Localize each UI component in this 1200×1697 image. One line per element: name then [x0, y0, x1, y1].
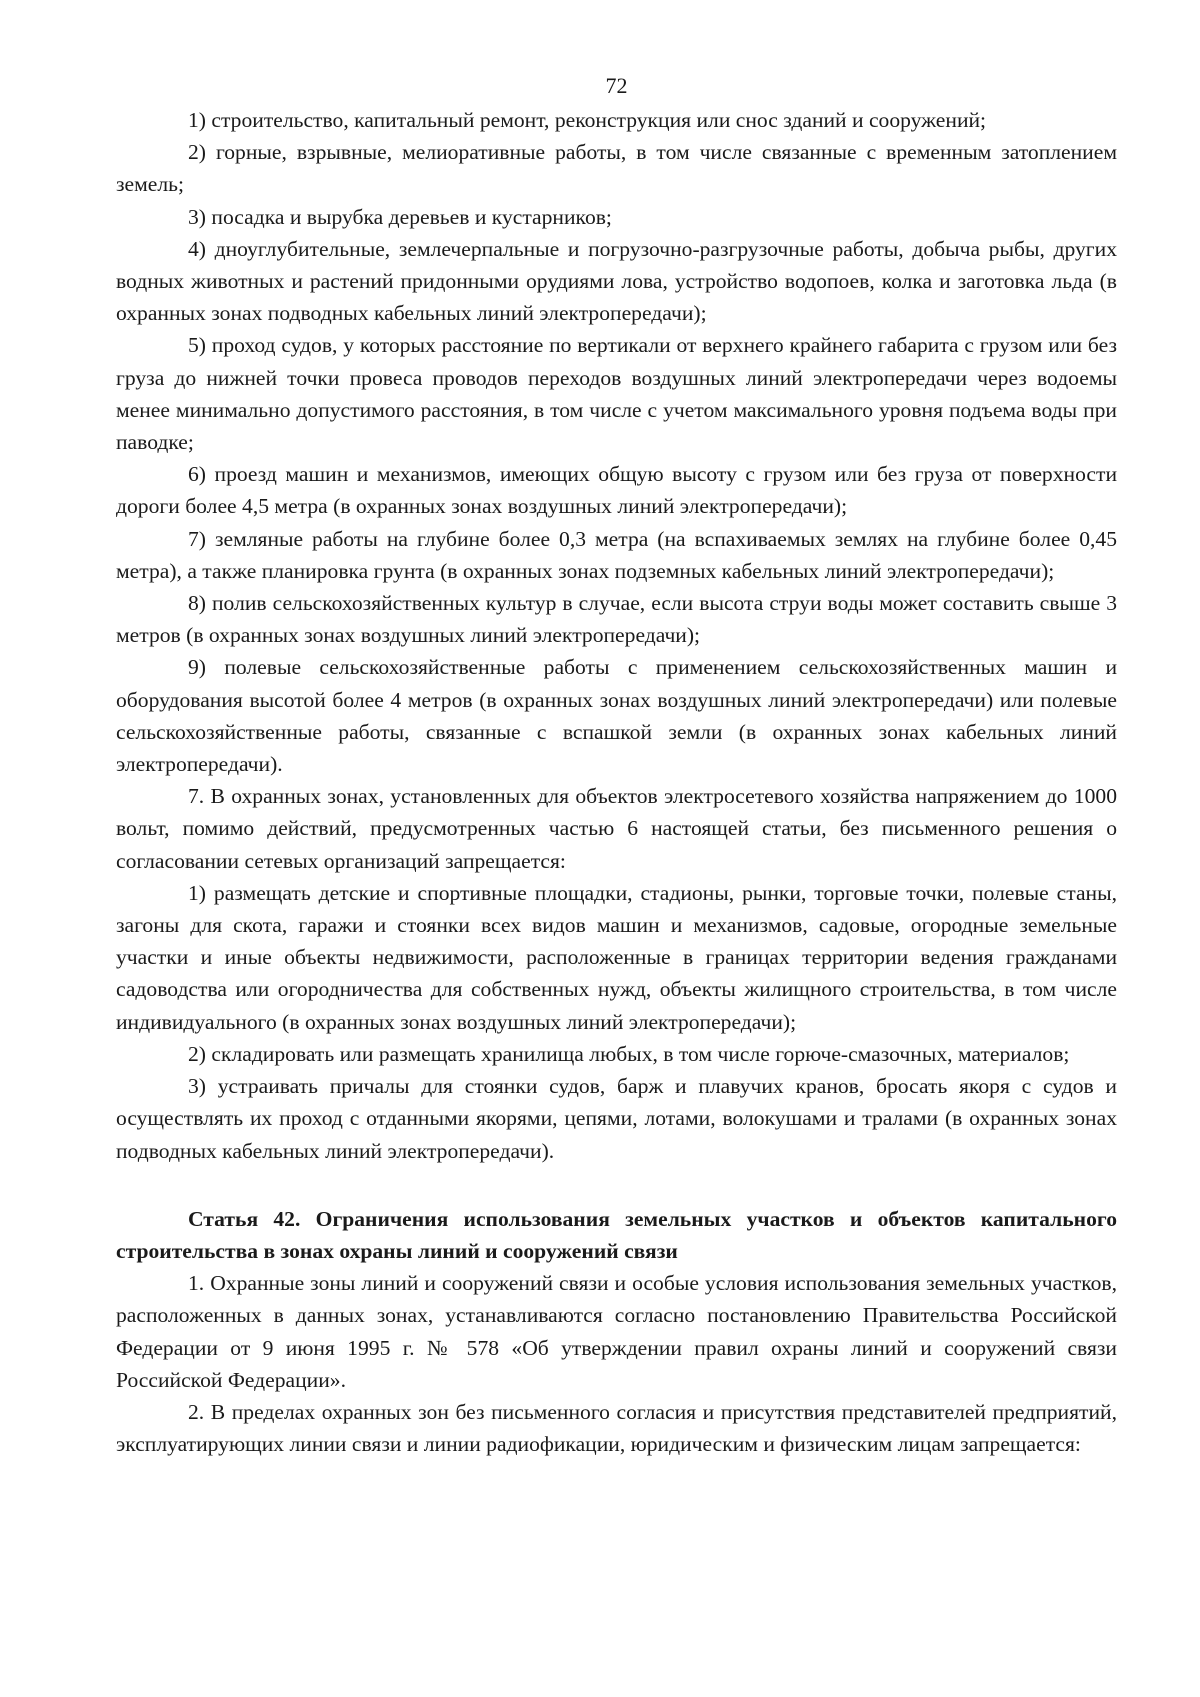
- paragraph-item-7: 7) земляные работы на глубине более 0,3 метра (на вспахиваемых землях на глубине более 0,45 метра), а также планировка грунта (в охранных зонах подземных кабельных линий электропередачи);: [116, 526, 1117, 583]
- paragraph-item-6: 6) проезд машин и механизмов, имеющих общую высоту с грузом или без груза от поверхности дороги более 4,5 метра (в охранных зонах воздушных линий электропередачи);: [116, 462, 1117, 519]
- paragraph-part7-item-3: 3) устраивать причалы для стоянки судов, барж и плавучих кранов, бросать якоря с судов и осуществлять их проход с отданными якорями, цепями, лотами, волокушами и тралами (в охранных зонах подводных кабельных линий электропередачи).: [116, 1074, 1117, 1163]
- paragraph-part7-item-1: 1) размещать детские и спортивные площадки, стадионы, рынки, торговые точки, полевые станы, загоны для скота, гаражи и стоянки всех видов машин и механизмов, садовые, огородные земельные участки и иные объекты недвижимости, расположенные в границах территории ведения гражданами садоводства или огородничества для собственных нужд, объекты жилищного строительства, в том числе индивидуального (в охранных зонах воздушных линий электропередачи);: [116, 880, 1117, 1034]
- paragraph-part-7: 7. В охранных зонах, установленных для объектов электросетевого хозяйства напряжением до 1000 вольт, помимо действий, предусмотренных частью 6 настоящей статьи, без письменного решения о согласовании сетевых организаций запрещается:: [116, 784, 1117, 873]
- article-heading: Статья 42. Ограничения использования земельных участков и объектов капитального строительства в зонах охраны линий и сооружений связи: [116, 1206, 1117, 1263]
- paragraph-item-2: 2) горные, взрывные, мелиоративные работы, в том числе связанные с временным затоплением земель;: [116, 140, 1117, 197]
- section-spacer: [116, 1167, 1117, 1203]
- article-paragraph-1: 1. Охранные зоны линий и сооружений связи и особые условия использования земельных участков, расположенных в данных зонах, устанавливаются согласно постановлению Правительства Российской Федерации от 9 июня 1995 г. № 578 «Об утверждении правил охраны линий и сооружений связи Российской Федерации».: [116, 1271, 1117, 1392]
- article-paragraph-2: 2. В пределах охранных зон без письменного согласия и присутствия представителей предприятий, эксплуатирующих линии связи и линии радиофикации, юридическим и физическим лицам запрещается:: [116, 1399, 1117, 1457]
- paragraph-item-8: 8) полив сельскохозяйственных культур в случае, если высота струи воды может составить свыше 3 метров (в охранных зонах воздушных линий электропередачи);: [116, 591, 1117, 648]
- paragraph-item-9: 9) полевые сельскохозяйственные работы с применением сельскохозяйственных машин и оборудования высотой более 4 метров (в охранных зонах воздушных линий электропередачи) или полевые сельскохозяйственные работы, связанные с вспашкой земли (в охранных зонах кабельных линий электропередачи).: [116, 655, 1117, 777]
- paragraph-item-3: 3) посадка и вырубка деревьев и кустарников;: [188, 204, 612, 229]
- paragraph-item-4: 4) дноуглубительные, землечерпальные и погрузочно-разгрузочные работы, добыча рыбы, других водных животных и растений придонными орудиями лова, устройство водопоев, колка и заготовка льда (в охранных зонах подводных кабельных линий электропередачи);: [116, 236, 1117, 326]
- paragraph-item-5: 5) проход судов, у которых расстояние по вертикали от верхнего крайнего габарита с грузом или без груза до нижней точки провеса проводов переходов воздушных линий электропередачи через водоемы менее минимально допустимого расстояния, в том числе с учетом максимального уровня подъема воды при паводке;: [116, 333, 1117, 455]
- page-number: 72: [605, 73, 628, 98]
- paragraph-part7-item-2: 2) складировать или размещать хранилища любых, в том числе горюче-смазочных, материалов;: [188, 1041, 1070, 1066]
- paragraph-item-1: 1) строительство, капитальный ремонт, реконструкция или снос зданий и сооружений;: [188, 108, 987, 132]
